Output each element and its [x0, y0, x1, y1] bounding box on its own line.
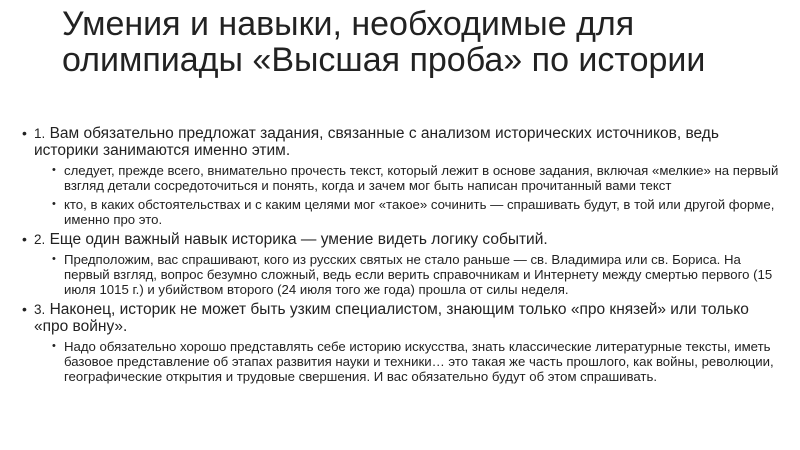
item-text: Наконец, историк не может быть узким специалистом, знающим только «про князей» или только «про войну». — [34, 301, 749, 335]
bullet-icon: • — [52, 164, 56, 176]
bullet-icon: • — [52, 198, 56, 210]
bullet-icon: • — [22, 125, 27, 141]
item-number: 2. — [34, 232, 46, 247]
bullet-icon: • — [22, 301, 27, 317]
sub-item — [34, 339, 782, 384]
item-text: Еще один важный навык историка — умение видеть логику событий. — [49, 231, 548, 248]
item-text: Вам обязательно предложат задания, связанные с анализом исторических источников, ведь историки занимаются именно этим. — [34, 125, 719, 159]
sub-list — [34, 339, 782, 384]
list-item-1 — [22, 125, 782, 227]
item-number: 3. — [34, 302, 46, 317]
sub-list — [34, 252, 782, 297]
bullet-icon: • — [22, 231, 27, 247]
sub-item-text: Надо обязательно хорошо представлять себе историю искусства, знать классические литературные тексты, иметь базовое представление об этапах развития науки и техники… это такая же часть прошлого, как войны, революции, географические открытия и трудовые свершения. И вас обязательно будут об этом спрашивать. — [64, 339, 774, 384]
sub-list — [34, 163, 782, 227]
list-item-3 — [22, 301, 782, 384]
sub-item — [34, 163, 782, 193]
bullet-icon: • — [52, 340, 56, 352]
sub-item-text: следует, прежде всего, внимательно прочесть текст, который лежит в основе задания, включая «мелкие» на первый взгляд детали сосредоточиться и понять, когда и зачем мог быть написан прочитанный вами текст — [64, 163, 779, 193]
sub-item-text: кто, в каких обстоятельствах и с каким целями мог «такое» сочинить — спрашивать будут, в той или другой форме, именно про это. — [64, 197, 775, 227]
sub-item — [34, 197, 782, 227]
bullet-icon: • — [52, 253, 56, 265]
list-item-2 — [22, 231, 782, 297]
sub-item-text: Предположим, вас спрашивают, кого из русских святых не стало раньше — св. Владимира или св. Бориса. На первый взгляд, вопрос безумно сложный, ведь если верить справочникам и Интернету между смертью первого (15 июля 1015 г.) и убийством второго (24 июля того же года) прошла от силы неделя. — [64, 252, 773, 297]
sub-item — [34, 252, 782, 297]
slide-title: Умения и навыки, необходимые для олимпиады «Высшая проба» по истории — [62, 5, 706, 79]
item-number: 1. — [34, 126, 46, 141]
bullet-list — [22, 125, 782, 388]
